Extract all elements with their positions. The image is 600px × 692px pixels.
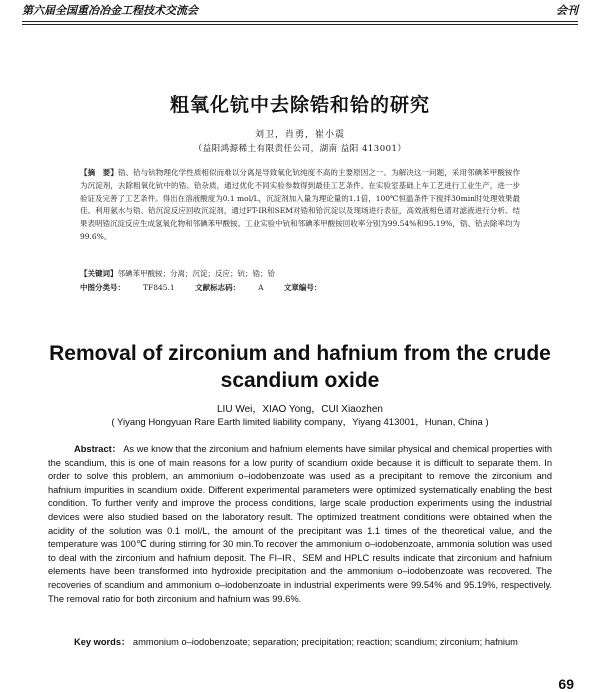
header-proceedings-label: 会刊 bbox=[556, 4, 578, 17]
doc-code-label: 文献标志码： bbox=[195, 283, 241, 292]
chinese-classification bbox=[80, 282, 520, 294]
doc-code-field bbox=[195, 283, 263, 292]
page-number: 69 bbox=[558, 676, 574, 692]
chinese-affiliation: （益阳鸿源稀土有限责任公司，湖南 益阳 413001） bbox=[193, 144, 407, 154]
chinese-abstract-text: 锆、铪与钪物理化学性质相似而难以分离是导致氧化钪纯度不高的主要原因之一。为解决这一问题，采用邻碘苯甲酸铵作为沉淀剂，去除粗氧化钪中的锆、铪杂质，通过优化不同实验参数得到最佳工艺条件。在实验室基础上车工艺进行工业生产，进一步验证及完善了工艺条件。得出在溶液酸度为0.1 mol/L，沉淀剂加入量为理论量的1.1倍，100℃恒温条件下搅拌30min时处理效果最佳。利用氨水与锆、铪沉淀反应回收沉淀剂，通过FT-IR和SEM对锆和铪沉淀以及现场进行表征，高效液相色谱对滤液进行分析。结果表明锆沉淀反应生成氢氧化物和邻碘苯甲酸铵。工业实验中钪和邻碘苯甲酸铵回收率分别为99.54%和95.19%，锆、铪去除率均为99.6%。 bbox=[80, 168, 521, 241]
english-abstract bbox=[48, 443, 552, 606]
english-abstract-text: As we know that the zirconium and hafnium elements have similar physical and chemical properties with the scandium, this is one of main reasons for a low purity of scandium oxide because it is difficult to separate them. In order to solve this problem, an ammonium o–iodobenzoate was used as a precipitant to remove the zirconium and hafnium impurities in scandium oxide. Different experimental parameters were optimized systematically enabling the best condition. To further verify and improve the process conditions, large scale production experiments using the industrial devices were also studied based on the laboratory result. The optimized treatment conditions were obtained when the acidity of the solution was 0.1 mol/L, the amount of the precipitant was 1.1 times of the theoretical value, and the temperature was 100℃ during stirring for 30 min.To recover the ammonium o–iodobenzoate, ammonia solution was used to deal with the zirconium and hafnium deposit. The FI–IR、SEM and HPLC results indicate that zirconium and hafnium elements have been transformed into hydroxide precipitation and the ammonium o–iodobenzoate was recovered. The recoveries of scandium and ammonium o–iodobenzoate in industrial experiments were 99.54% and 95.19%, respectively. The removal ratio for both zirconium and hafnium was 99.6%. bbox=[48, 444, 553, 604]
english-authors: LIU Wei，XIAO Yong，CUI Xiaozhen bbox=[216, 404, 383, 415]
header-rule-top bbox=[22, 21, 578, 22]
running-header bbox=[22, 2, 578, 18]
english-title: Removal of zirconium and hafnium from the crude scandium oxide bbox=[49, 342, 551, 392]
chinese-keywords-label: 【关键词】 bbox=[80, 269, 118, 278]
clc-field bbox=[80, 283, 175, 292]
clc-value: TF845.1 bbox=[143, 283, 175, 292]
chinese-keywords-text: 邻碘苯甲酸铵；分离；沉淀；反应；钪；锆；铪 bbox=[117, 269, 275, 278]
header-conference-name: 第六届全国重冶冶金工程技术交流会 bbox=[22, 4, 198, 17]
header-rule-bottom bbox=[22, 24, 578, 25]
chinese-abstract-label: 【摘 要】 bbox=[80, 168, 118, 177]
clc-label: 中图分类号： bbox=[80, 283, 125, 292]
chinese-abstract bbox=[80, 167, 520, 244]
article-id-field bbox=[284, 283, 340, 292]
chinese-authors: 刘卫，肖勇，崔小震 bbox=[254, 130, 345, 140]
english-affiliation: ( Yiyang Hongyuan Rare Earth limited liability company，Yiyang 413001，Hunan, China ) bbox=[111, 417, 489, 428]
chinese-keywords bbox=[80, 268, 520, 280]
doc-code-value: A bbox=[258, 283, 264, 292]
english-keywords bbox=[48, 636, 552, 650]
english-abstract-label: Abstract： bbox=[74, 444, 122, 454]
article-id-label: 文章编号： bbox=[283, 283, 322, 292]
english-keywords-label: Key words： bbox=[74, 637, 131, 647]
english-keywords-text: ammonium o–iodobenzoate; separation; precipitation; reaction; scandium; zirconium; hafnium bbox=[132, 637, 518, 647]
chinese-title: 粗氧化钪中去除锆和铪的研究 bbox=[169, 94, 430, 116]
